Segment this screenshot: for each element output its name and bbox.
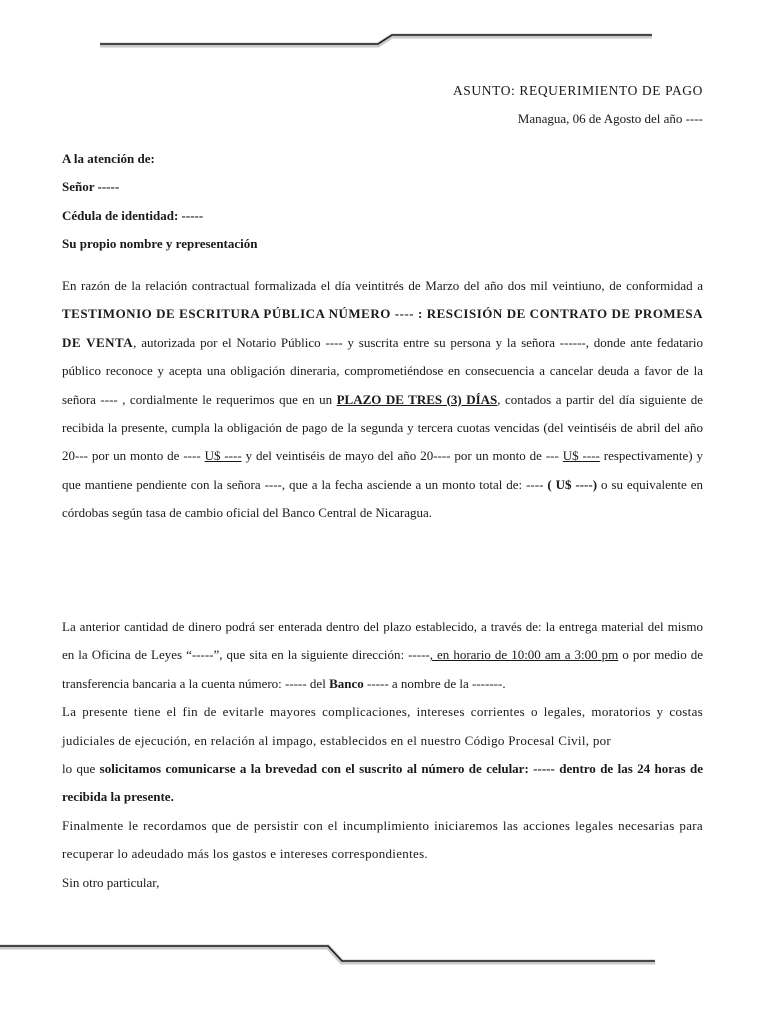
paragraph-payment	[62, 613, 703, 897]
para2-text-2: o por medio de transferencia bancaria a la cuenta número: ----- del	[62, 647, 703, 691]
bottom-rule	[0, 946, 655, 962]
para4-text-1: lo que	[62, 761, 100, 777]
amount-april: U$ ----	[204, 448, 242, 464]
office-hours: , en horario de 10:00 am a 3:00 pm	[429, 647, 619, 663]
addressee-representation: Su propio nombre y representación	[62, 236, 258, 251]
deed-reference: TESTIMONIO DE ESCRITURA PÚBLICA NÚMERO ---- : RESCISIÓN DE CONTRATO DE PROMESA DE VENTA	[62, 306, 703, 350]
addressee-id: Cédula de identidad: -----	[62, 208, 204, 223]
para2-text-1: La anterior cantidad de dinero podrá ser enterada dentro del plazo establecido, a través de: la entrega material del mismo en la Oficina de Leyes “-----”, que sita en la siguiente dirección: -----	[62, 619, 703, 663]
bank-label: Banco	[329, 675, 364, 691]
attention-line: A la atención de:	[62, 151, 155, 166]
para1-text-6: o su equivalente en córdobas según tasa de cambio oficial del Banco Central de Nicaragua.	[62, 476, 703, 521]
closing-line: Sin otro particular,	[62, 874, 160, 890]
para1-text-2: , autorizada por el Notario Público ---- y suscrita entre su persona y la señora ------, donde ante fedatario público reconoce y acepta una obligación dineraria, comprometiéndose en consecuencia a cancelar deuda a favor de la señora ---- , cordialmente le requerimos que en un	[62, 334, 703, 407]
deadline-term: PLAZO DE TRES (3) DÍAS	[336, 391, 498, 407]
para1-text-4: y del veintiséis de mayo del año 20---- por un monto de ---	[241, 448, 563, 464]
para1-text-5: respectivamente) y que mantiene pendiente con la señora ----, que a la fecha asciende a un monto total de: ----	[62, 448, 703, 492]
top-rule	[100, 35, 652, 45]
paragraph-purpose: La presente tiene el fin de evitarle mayores complicaciones, intereses corrientes o legales, moratorios y costas judiciales de ejecución, en relación al impago, establecidos en el nuestro Código Procesal Civil, por	[62, 704, 703, 748]
amount-may: U$ ----	[562, 448, 600, 464]
place-date: Managua, 06 de Agosto del año ----	[517, 111, 703, 126]
total-amount: ( U$ ----)	[547, 476, 598, 492]
contact-request: solicitamos comunicarse a la brevedad con el suscrito al número de celular: ----- dentro de las 24 horas de recibida la presente.	[62, 761, 703, 805]
paragraph-warning: Finalmente le recordamos que de persistir con el incumplimiento iniciaremos las acciones legales necesarias para recuperar lo adeudado más los gastos e intereses correspondientes.	[62, 817, 703, 862]
letter-subject: ASUNTO: REQUERIMIENTO DE PAGO	[452, 83, 703, 98]
para2-text-3: ----- a nombre de la -------.	[363, 675, 506, 691]
paragraph-contract	[62, 272, 703, 528]
para1-text-3: , contados a partir del día siguiente de recibida la presente, cumpla la obligación de pago de la segunda y tercera cuotas vencidas (del veintiséis de abril del año 20--- por un monto de ----	[62, 391, 704, 464]
para1-text-1: En razón de la relación contractual formalizada el día veintitrés de Marzo del año dos mil veintiuno, de conformidad a	[62, 278, 703, 293]
addressee-name: Señor -----	[62, 179, 120, 194]
